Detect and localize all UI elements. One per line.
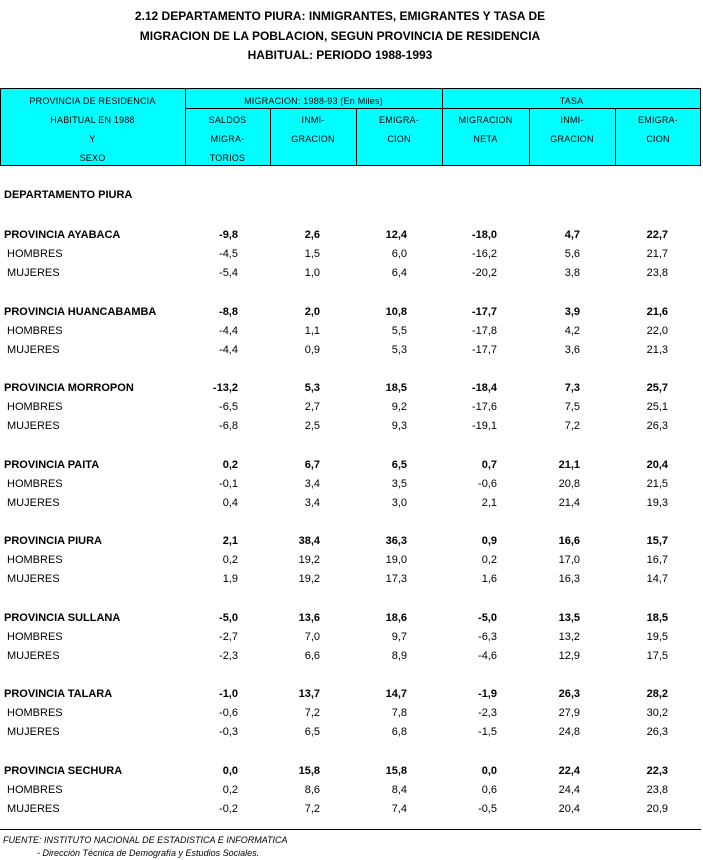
- row-label: MUJERES: [7, 267, 60, 279]
- hombres-row: [0, 552, 701, 571]
- mujeres-row: [0, 571, 701, 590]
- table-cell: 3,8: [564, 267, 580, 279]
- row-label: PROVINCIA SECHURA: [4, 764, 123, 777]
- table-cell: -0,6: [219, 707, 238, 719]
- table-cell: 6,6: [304, 649, 320, 662]
- table-cell: 0,9: [304, 343, 320, 356]
- header-group-migracion: MIGRACION: 1988-93 (En Miles): [244, 96, 383, 106]
- table-cell: -17,7: [471, 305, 497, 318]
- row-label: PROVINCIA AYABACA: [4, 229, 121, 241]
- row-label: HOMBRES: [7, 248, 63, 260]
- table-cell: 21,5: [646, 477, 668, 490]
- table-cell: 9,7: [391, 630, 407, 643]
- table-cell: -1,0: [219, 688, 238, 700]
- mujeres-row: [0, 495, 701, 514]
- table-cell: -6,8: [219, 420, 238, 432]
- header-inmigracion-line-1: INMI-: [301, 115, 325, 125]
- header-migracion-neta-line-2: NETA: [473, 134, 498, 144]
- table-cell: 19,0: [385, 554, 407, 566]
- table-cell: -2,3: [478, 707, 497, 719]
- table-cell: 1,0: [304, 267, 320, 279]
- table-cell: 1,6: [481, 573, 497, 585]
- table-cell: 8,9: [391, 649, 407, 662]
- row-label: HOMBRES: [7, 783, 63, 796]
- table-cell: 7,2: [304, 707, 320, 719]
- table-cell: 16,3: [558, 573, 580, 585]
- table-header: [0, 88, 701, 166]
- table-cell: 7,8: [391, 707, 407, 719]
- table-cell: -1,5: [478, 726, 497, 738]
- row-label: PROVINCIA PAITA: [4, 458, 100, 471]
- table-cell: 5,3: [304, 382, 320, 394]
- hombres-row: [0, 246, 701, 265]
- table-cell: -2,3: [219, 649, 238, 662]
- province-row: [0, 227, 701, 246]
- row-label: MUJERES: [7, 649, 60, 662]
- table-cell: -13,2: [212, 382, 238, 394]
- table-cell: 18,5: [385, 382, 407, 394]
- table-cell: 0,6: [481, 783, 497, 796]
- table-cell: -5,0: [219, 611, 238, 624]
- row-label: MUJERES: [7, 726, 60, 738]
- table-cell: 21,4: [558, 496, 580, 509]
- table-cell: 2,0: [304, 305, 320, 318]
- table-cell: 7,3: [564, 382, 580, 394]
- table-cell: 6,7: [304, 458, 320, 471]
- mujeres-row: [0, 342, 701, 361]
- row-label: PROVINCIA TALARA: [4, 688, 113, 700]
- report-title-line-2: MIGRACION DE LA POBLACION, SEGUN PROVINCIA DE RESIDENCIA: [139, 29, 541, 43]
- table-cell: -6,3: [478, 630, 497, 643]
- table-cell: 6,5: [304, 726, 320, 738]
- table-cell: 4,7: [564, 229, 580, 241]
- hombres-row: [0, 629, 701, 648]
- table-cell: 13,2: [558, 630, 580, 643]
- table-cell: 6,4: [391, 267, 407, 279]
- row-label: MUJERES: [7, 573, 60, 585]
- table-cell: 12,9: [558, 649, 580, 662]
- table-cell: -19,1: [471, 420, 497, 432]
- table-cell: 1,9: [222, 573, 238, 585]
- table-cell: 2,7: [304, 401, 320, 413]
- table-cell: 23,8: [646, 267, 668, 279]
- table-cell: -0,1: [219, 477, 238, 490]
- province-row: [0, 533, 701, 552]
- table-cell: 0,0: [481, 764, 497, 777]
- header-province-line-3: Y: [89, 134, 96, 144]
- hombres-row: [0, 476, 701, 495]
- table-cell: 0,2: [481, 554, 497, 566]
- table-cell: 3,4: [304, 496, 320, 509]
- header-saldos-line-2: MIGRA-: [210, 134, 245, 144]
- table-cell: 16,6: [558, 535, 580, 547]
- mujeres-row: [0, 265, 701, 284]
- table-cell: 13,6: [298, 611, 320, 624]
- row-label: MUJERES: [7, 420, 60, 432]
- table-cell: -6,5: [219, 401, 238, 413]
- table-cell: 6,5: [391, 458, 407, 471]
- table-cell: 27,9: [558, 707, 580, 719]
- table-cell: 26,3: [646, 420, 668, 432]
- table-cell: 14,7: [385, 688, 407, 700]
- table-cell: -0,5: [478, 802, 497, 815]
- header-province-line-4: SEXO: [79, 153, 106, 163]
- mujeres-row: [0, 724, 701, 743]
- table-cell: 12,4: [385, 229, 407, 241]
- row-label: HOMBRES: [7, 707, 63, 719]
- table-cell: 23,8: [646, 783, 668, 796]
- row-label: PROVINCIA PIURA: [4, 535, 102, 547]
- table-cell: 26,3: [558, 688, 580, 700]
- table-cell: -4,4: [219, 343, 238, 356]
- table-cell: 36,3: [385, 535, 407, 547]
- table-cell: 7,2: [564, 420, 580, 432]
- table-cell: 20,4: [646, 458, 668, 471]
- table-cell: 13,7: [298, 688, 320, 700]
- table-cell: 3,5: [391, 477, 407, 490]
- table-cell: 3,9: [564, 305, 580, 318]
- table-cell: 2,1: [481, 496, 497, 509]
- table-cell: 22,4: [558, 764, 580, 777]
- table-cell: 28,2: [646, 688, 668, 700]
- table-cell: -16,2: [471, 248, 497, 260]
- row-label: HOMBRES: [7, 554, 63, 566]
- table-cell: 0,2: [222, 458, 238, 471]
- header-saldos-line-3: TORIOS: [209, 153, 246, 163]
- table-cell: 30,2: [646, 707, 668, 719]
- header-emigracion-line-2: CION: [387, 134, 411, 144]
- table-cell: 14,7: [646, 573, 668, 585]
- row-label: HOMBRES: [7, 630, 63, 643]
- table-cell: 19,2: [298, 573, 320, 585]
- table-cell: 9,2: [391, 401, 407, 413]
- table-cell: 21,1: [558, 458, 580, 471]
- table-cell: 5,5: [391, 324, 407, 337]
- mujeres-row: [0, 801, 701, 820]
- table-cell: 15,8: [298, 764, 320, 777]
- table-cell: -4,4: [219, 324, 238, 337]
- province-row: [0, 763, 701, 782]
- table-cell: 7,2: [304, 802, 320, 815]
- report-title-line-1: 2.12 DEPARTAMENTO PIURA: INMIGRANTES, EMIGRANTES Y TASA DE: [134, 9, 546, 23]
- table-cell: -17,7: [471, 343, 497, 356]
- header-saldos-line-1: SALDOS: [208, 115, 247, 125]
- header-inmigracion-line-2: GRACION: [291, 134, 335, 144]
- table-cell: 7,4: [391, 802, 407, 815]
- table-cell: 22,7: [646, 229, 668, 241]
- table-cell: 21,3: [646, 343, 668, 356]
- table-cell: -8,8: [219, 305, 238, 318]
- table-cell: 19,3: [646, 496, 668, 509]
- table-cell: 15,8: [385, 764, 407, 777]
- table-cell: 6,8: [391, 726, 407, 738]
- header-tasa-inmigracion-line-2: GRACION: [550, 134, 594, 144]
- mujeres-row: [0, 418, 701, 437]
- table-cell: -2,7: [219, 630, 238, 643]
- row-label: PROVINCIA SULLANA: [4, 611, 121, 624]
- table-cell: -5,0: [478, 611, 497, 624]
- table-cell: 2,1: [222, 535, 238, 547]
- table-cell: -4,6: [478, 649, 497, 662]
- table-cell: 5,3: [391, 343, 407, 356]
- table-cell: -1,9: [478, 688, 497, 700]
- province-row: [0, 457, 701, 476]
- province-row: [0, 380, 701, 399]
- table-cell: 20,4: [558, 802, 580, 815]
- table-cell: 2,5: [304, 420, 320, 432]
- table-cell: 20,8: [558, 477, 580, 490]
- row-label: MUJERES: [7, 496, 60, 509]
- table-cell: 18,5: [646, 611, 668, 624]
- hombres-row: [0, 705, 701, 724]
- row-label: MUJERES: [7, 802, 60, 815]
- header-group-tasa: TASA: [559, 96, 584, 106]
- table-cell: 0,9: [481, 535, 497, 547]
- table-cell: 0,2: [222, 783, 238, 796]
- table-cell: 3,6: [564, 343, 580, 356]
- province-row: [0, 610, 701, 629]
- table-cell: -17,8: [471, 324, 497, 337]
- table-cell: 16,7: [646, 554, 668, 566]
- header-tasa-emigracion-line-1: EMIGRA-: [638, 115, 678, 125]
- row-label: PROVINCIA MORROPON: [4, 382, 134, 394]
- table-cell: -0,3: [219, 726, 238, 738]
- table-cell: 10,8: [385, 305, 407, 318]
- table-cell: 9,3: [391, 420, 407, 432]
- header-tasa-emigracion-line-2: CION: [646, 134, 670, 144]
- row-label: MUJERES: [7, 343, 60, 356]
- row-label: PROVINCIA HUANCABAMBA: [4, 305, 157, 318]
- table-cell: 0,4: [222, 496, 238, 509]
- table-cell: 17,3: [385, 573, 407, 585]
- header-province-line-2: HABITUAL EN 1988: [50, 115, 135, 125]
- header-tasa-inmigracion-line-1: INMI-: [560, 115, 584, 125]
- footer-divider: [0, 829, 701, 830]
- hombres-row: [0, 323, 701, 342]
- row-label: HOMBRES: [7, 401, 63, 413]
- divider: [185, 108, 701, 109]
- row-label: HOMBRES: [7, 477, 63, 490]
- table-cell: 3,0: [391, 496, 407, 509]
- table-cell: -5,4: [219, 267, 238, 279]
- table-cell: 22,0: [646, 324, 668, 337]
- footnote-source: FUENTE: INSTITUTO NACIONAL DE ESTADISTICA E INFORMATICA: [3, 835, 288, 845]
- table-cell: 4,2: [564, 324, 580, 337]
- table-cell: 5,6: [564, 248, 580, 260]
- table-cell: 21,7: [646, 248, 668, 260]
- table-cell: 2,6: [304, 229, 320, 241]
- table-cell: 1,1: [304, 324, 320, 337]
- table-cell: 26,3: [646, 726, 668, 738]
- table-cell: 1,5: [304, 248, 320, 260]
- hombres-row: [0, 782, 701, 801]
- table-cell: -20,2: [471, 267, 497, 279]
- table-cell: 19,5: [646, 630, 668, 643]
- hombres-row: [0, 399, 701, 418]
- table-cell: 22,3: [646, 764, 668, 777]
- table-cell: -18,0: [471, 229, 497, 241]
- table-cell: 17,5: [646, 649, 668, 662]
- table-cell: 3,4: [304, 477, 320, 490]
- table-cell: 25,7: [646, 382, 668, 394]
- table-cell: 24,8: [558, 726, 580, 738]
- table-cell: 0,2: [222, 554, 238, 566]
- footnote-department: - Dirección Técnica de Demografía y Estudios Sociales.: [37, 848, 260, 858]
- table-cell: 18,6: [385, 611, 407, 624]
- table-cell: 8,6: [304, 783, 320, 796]
- table-cell: 15,7: [646, 535, 668, 547]
- header-province-line-1: PROVINCIA DE RESIDENCIA: [29, 96, 156, 106]
- table-cell: 0,0: [222, 764, 238, 777]
- department-label: DEPARTAMENTO PIURA: [4, 189, 133, 201]
- table-cell: 24,4: [558, 783, 580, 796]
- header-migracion-neta-line-1: MIGRACION: [458, 115, 513, 125]
- mujeres-row: [0, 648, 701, 667]
- table-cell: 6,0: [391, 248, 407, 260]
- row-label: HOMBRES: [7, 324, 63, 337]
- table-cell: 38,4: [298, 535, 320, 547]
- table-cell: 21,6: [646, 305, 668, 318]
- table-cell: 7,0: [304, 630, 320, 643]
- table-cell: -4,5: [219, 248, 238, 260]
- table-cell: 20,9: [646, 802, 668, 815]
- table-cell: -17,6: [471, 401, 497, 413]
- table-cell: 13,5: [558, 611, 580, 624]
- table-cell: -18,4: [471, 382, 497, 394]
- table-cell: 25,1: [646, 401, 668, 413]
- table-cell: 0,7: [481, 458, 497, 471]
- report-title-line-3: HABITUAL: PERIODO 1988-1993: [247, 48, 433, 62]
- table-cell: 8,4: [391, 783, 407, 796]
- province-row: [0, 686, 701, 705]
- table-cell: -9,8: [219, 229, 238, 241]
- table-cell: 17,0: [558, 554, 580, 566]
- table-cell: -0,6: [478, 477, 497, 490]
- table-cell: -0,2: [219, 802, 238, 815]
- table-cell: 7,5: [564, 401, 580, 413]
- header-emigracion-line-1: EMIGRA-: [379, 115, 419, 125]
- province-row: [0, 304, 701, 323]
- table-cell: 19,2: [298, 554, 320, 566]
